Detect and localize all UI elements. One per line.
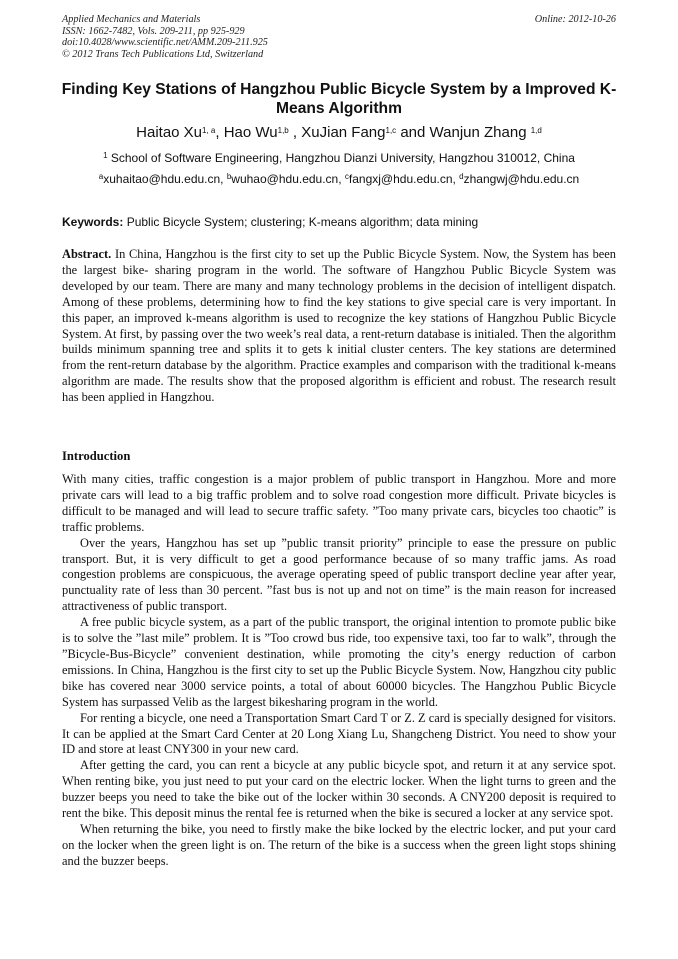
email-address[interactable]: fangxj@hdu.edu.cn [348, 172, 453, 186]
doi-line[interactable]: doi:10.4028/www.scientific.net/AMM.209-211.925 [62, 37, 268, 49]
author-name: Hao Wu [223, 124, 278, 141]
paragraph: When returning the bike, you need to firstly make the bike locked by the electric locker, and put your card on the locker when the green light is on. The return of the bike is a success when the green light stops shining and the buzzer beeps. [62, 821, 616, 868]
abstract-text: In China, Hangzhou is the first city to set up the Public Bicycle System. Now, the System has been the largest bike- sharing program in the world. The software of Hangzhou Public Bicycle System was developed by our team. There are many and many technology problems in the decision of intelligent dispatch. Among of these problems, determining how to find the key stations to give special care is very important. In this paper, an improved k-means algorithm is used to recognize the key stations of Hangzhou Public Bicycle System. At first, by passing over the two week’s real data, a rent-return database is initialed. Then the algorithm builds minimum spanning tree and splits it to gets k initial cluster centers. The key stations are determined from the rent-return database by the algorithm. Practice examples and comparison with the traditional k-means algorithm are made. The results show that the proposed algorithm is efficient and robust. The research result has been applied in Hangzhou. [62, 247, 616, 405]
email-address[interactable]: wuhao@hdu.edu.cn [231, 172, 339, 186]
journal-header [62, 14, 616, 60]
journal-name: Applied Mechanics and Materials [62, 14, 201, 25]
author-separator: and [396, 124, 430, 141]
author-list [40, 123, 638, 143]
author-name: Haitao Xu [136, 124, 203, 141]
keywords-text: Public Bicycle System; clustering; K-means algorithm; data mining [123, 215, 479, 229]
author-name: XuJian Fang [301, 124, 386, 141]
paragraph: A free public bicycle system, as a part of the public transport, the original intention to promote public bike is to solve the ”last mile” problem. It is ”Too crowd bus ride, too expensive taxi, too far to walk”, through the ”Bicycle-Bus-Bicycle” convenient destination, while promoting the city’s energy reduction of carbon emissions. In China, Hangzhou is the first city to set up the Public Bicycle System. Now, Hangzhou city public bike has covered near 3000 service points, a total of about 60000 bicycles. The Hangzhou Public Bicycle System has surpassed Velib as the largest bikesharing program in the world. [62, 615, 616, 709]
affiliation-mark: 1 [103, 151, 108, 161]
issn-line: ISSN: 1662-7482, Vols. 209-211, pp 925-929 [62, 25, 245, 37]
email-list: $^a$xuhaitao@hdu.edu.cn, $^b$wuhao@hdu.edu.cn, $^c$fangxj@hdu.edu.cn, $^d$zhangwj@hdu.edu.cn [98, 172, 580, 186]
keywords-label: Keywords: [62, 215, 124, 229]
email-mark: d [459, 172, 464, 182]
abstract [62, 247, 616, 406]
online-date: Online: 2012-10-26 [534, 14, 616, 25]
author-affil-mark: 1,c [385, 126, 397, 136]
email-mark: a [98, 172, 104, 182]
author-affil-mark: 1,d [530, 126, 542, 136]
introduction-body [62, 472, 616, 870]
email-mark: c [344, 172, 349, 182]
author-affil-mark: 1,b [277, 126, 289, 136]
email-mark: b [226, 172, 232, 182]
author-separator: , [215, 124, 224, 141]
copyright-line: © 2012 Trans Tech Publications Ltd, Switzerland [62, 48, 264, 60]
paragraph: Over the years, Hangzhou has set up ”public transit priority” principle to ease the pressure on public transport. But, it is very difficult to get a good performance because of so many traffic jams. As road congestion problems are conspicuous, the average operating speed of public transport decline year after year, punctuality rate of less than 30 percent. ”fast bus is not up and not on time” is the main reason for increased attractiveness of public transport. [62, 535, 616, 614]
email-address[interactable]: zhangwj@hdu.edu.cn [463, 172, 580, 186]
author-name: Wanjun Zhang [429, 124, 531, 141]
email-address[interactable]: xuhaitao@hdu.edu.cn [103, 172, 221, 186]
paragraph: For renting a bicycle, one need a Transportation Smart Card T or Z. Z card is specially designed for visitors. It can be applied at the Smart Card Center at 20 Long Xiang Lu, Shangcheng District. You need to show your ID and store at least CNY300 in your new card. [62, 710, 616, 757]
section-heading-introduction: Introduction [62, 449, 131, 463]
affiliation-text: School of Software Engineering, Hangzhou Dianzi University, Hangzhou 310012, China [107, 151, 575, 165]
paragraph: With many cities, traffic congestion is a major problem of public transport in Hangzhou. More and more private cars will lead to a big traffic problem and to solve road congestion more difficult. Private bicycles is difficult to be managed and will lead to secure traffic safety. ”Too many private cars, bicycles too chaotic” is traffic problems. [62, 472, 616, 534]
author-separator: , [288, 124, 302, 141]
abstract-label: Abstract. [62, 247, 112, 261]
affiliation [40, 150, 638, 166]
paper-title: Finding Key Stations of Hangzhou Public Bicycle System by a Improved K-Means Algorithm [61, 81, 617, 117]
paragraph: After getting the card, you can rent a bicycle at any public bicycle spot, and return it at any service spot. When renting bike, you just need to put your card on the electric locker. When the light turns to green and the buzzer beeps you need to take the bike out of the locker within 30 seconds. A CNY200 deposit is required to rent the bike. This deposit minus the rental fee is returned when the bike is secured a locker at any service spot. [62, 758, 616, 821]
author-affil-mark: 1, a [202, 126, 216, 136]
keywords [62, 214, 616, 230]
